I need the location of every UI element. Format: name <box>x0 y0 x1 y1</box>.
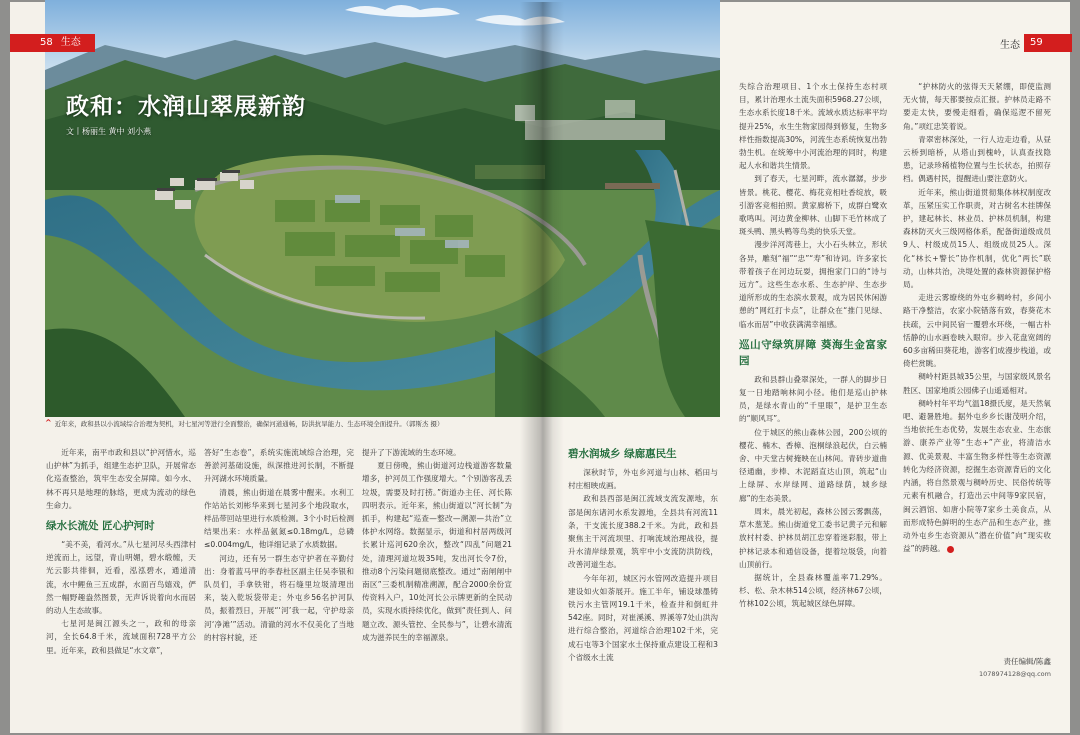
final-paragraph-text: 稠岭村年平均气温18摄氏度，是天然氧吧、避暑胜地。据外屯乡乡长谢茂明介绍，当地依托生态优势，发展生态农业、生态旅游、康养产业等“生态+”产业，将清洁水源、优美景观、丰富生物多样性等生态资源转化为经济资源，挖掘生态资源背后的文化内涵，将自然景观与稠岭历史、民俗传统等元素有机融合，打造出云中间等9家民宿，闽云酒馆、如唐小院等7家乡土美食点，从而形成特色鲜明的生态产品和生态产业，推动外屯乡生态资源从“潜在价值”向“现实收益”的跨越。 <box>903 398 1051 554</box>
left-page-number: 58 <box>10 34 59 52</box>
paragraph: 据统计，全县森林覆盖率71.29%。杉、松、杂木林514公顷，经济林67公顷，竹林102公顷，筑起城区绿色屏障。 <box>739 572 887 609</box>
article-title: 政和：水润山翠展新韵 <box>66 93 306 120</box>
article-column-4 <box>568 446 718 726</box>
right-page-number: 59 <box>1024 34 1072 52</box>
paragraph: 政和县群山叠翠深处，一群人的脚步日复一日地踏响林间小径。他们是巡山护林员，是绿水青山的“千里眼”，是护卫生态的“顺风耳”。 <box>739 374 887 424</box>
aerial-landscape-illustration <box>45 0 720 417</box>
paragraph <box>903 397 1051 555</box>
editor-name: 责任编辑/陈鑫 <box>1003 657 1051 666</box>
article-column-5 <box>739 80 887 720</box>
end-mark-icon <box>947 546 954 553</box>
paragraph: 周末，晨光初起，森林公园云雾飘荡，草木葱茏。熊山街道党工委书记黄子元和解放村村委、护林员胡江忠穿着迷彩服，带上护林记录本和通信设备，提着垃圾袋，向着山顶前行。 <box>739 506 887 569</box>
paragraph: 近年来，南平市政和县以“护河惜水，巡山护林”为抓手，组建生态护卫队，开展常态化巡查整治，筑牢生态安全屏障。如今水、林不再只是地理的脉络，更成为流动的绿色生命力。 <box>46 448 196 510</box>
section-heading: 绿水长流处 匠心护河时 <box>46 520 155 533</box>
section-heading: 巡山守绿筑屏障 葵海生金富家园 <box>739 338 887 367</box>
article-column-6 <box>903 80 1051 640</box>
article-column-2 <box>204 446 354 726</box>
right-page-tab <box>1000 34 1072 52</box>
paragraph: 清晨，熊山街道在晨雾中醒来。水利工作站站长刘彬华来到七星河多个地段取水，样品带回站里进行水质检测。3个小时后检测结果出来：水样品氨氮≤0.18mg/L，总磷≤0.004mg/L，他详细记录了水质数据。 <box>204 487 354 550</box>
paragraph: “护林防火的弦得天天紧绷，即使监测无火情，每天都要按点汇报。护林员走路不要走太快，要慢走细看，确保巡逻不留死角。”项红忠笑着说。 <box>903 82 1051 131</box>
paragraph: 河边，还有另一群生态守护者在辛勤付出：身着蓝马甲的李春杜区副主任吴李银和队员们，手拿铁钳，将石缝里垃圾清理出来，装入乾坂袋带走；外屯乡56名护河队员，振着烈日，开展“‘河’我一起，守护母亲河‘净滩’”活动。清澈的河水不仅美化了当地的村容村貌，还 <box>204 553 354 642</box>
paragraph: 位于城区的熊山森林公园，200公顷的樱花、楠木、香樟、泡桐绿浪起伏，白云楠舍、中天堂古树掩映在山林间。青砖步道曲径通幽，步棒、木泥蹈直达山顶，筑起“山上绿屏、水岸绿网、道路绿荫，城乡绿廊”的生态美景。 <box>739 427 887 503</box>
right-section-label: 生态 <box>1000 39 1020 51</box>
left-section-label: 生态 <box>60 37 81 48</box>
paragraph: 提升了下游流域的生态环境。 <box>362 448 461 457</box>
paragraph: 到了春天，七星河畔，流水潺潺，步步皆景。桃花、樱花、梅花竞相吐香绽放，吸引游客竞相拍照。黄家廊桥下，成群白鹭欢歌鸣叫。河边黄金柳林、山脚下毛竹林成了斑头鸭、黑头鸭等鸟类的快乐天堂。 <box>739 174 887 237</box>
caption-text: 近年来，政和县以小流域综合治理为契机，对七星河等进行全面整治，确保河道通畅，防洪抗旱能力、生态环境全面提升。（郭斯杰 摄） <box>54 420 444 428</box>
paragraph: 走进云雾缭绕的外屯乡稠岭村，乡间小路干净整洁，农家小院错落有致，春葵花木扶疏，云中间民宿一覆碧水环绕，一幅古朴恬静的山水画卷映入眼帘。步入花盘宽阔的60多亩稀田葵花地，游客们成漫步栈道，或倚栏赏眺。 <box>903 293 1051 369</box>
editor-credit <box>903 656 1051 680</box>
paragraph: 深秋时节，外屯乡河道与山林、稻田与村庄相映成画。 <box>568 468 718 491</box>
caption-arrow-icon: ^ <box>45 418 52 427</box>
article-column-3 <box>362 446 512 726</box>
photo-caption <box>45 419 525 428</box>
section-heading: 碧水润城乡 绿廊惠民生 <box>568 448 677 460</box>
paragraph: 夏日傍晚，熊山街道河边栈道游客数量增多，护河员工作强度增大。“个别游客乱丢垃圾，需要及时打捞。”街道办主任、河长陈四明表示。近年来，熊山街道以“河长制”为抓手，构建起“巡查—整改—溯源—共治”立体护水网络。数据显示，街道和村居两级河长累计巡河620余次，整改“四乱”问题21处，清理河道垃圾35吨，发出河长令7份，推动8个污染问题彻底整改。通过“南闸闸中南区”三委机制精准溯源，配合2000余份宣传资料入户，10处河长公示牌更新的全民动员，实现水质持续优化，做到“责任到人、问题立改、源头管控、全民参与”，让碧水清流成为滋养民生的幸福源泉。 <box>362 461 512 642</box>
paragraph: 答好“生态卷”，系统实施流域综合治理，完善淤河基础设施，纵深推进河长制，不断提升河湖水环境质量。 <box>204 448 354 484</box>
paragraph: 今年年初，城区污水管网改造提升项目建设如火如荼展开。施工半年，铺设球墨铸铁污水主管网19.1千米，检查井和倒虹井542座。同时，对崔溪溪、界溪等7处山洪沟进行综合整治，河道综合治理102千米，完成石屯等3个国家水土保持重点建设工程和3个省级水土流 <box>568 573 718 662</box>
paragraph: 七星河是闽江源头之一，政和的母亲河，全长64.8千米，流域面积728平方公里。近年来，政和县做足“水文章”， <box>46 619 196 655</box>
left-page-tab <box>10 34 95 52</box>
editor-email: 1078974128@qq.com <box>978 670 1051 678</box>
article-column-1 <box>46 446 196 726</box>
paragraph: 漫步洋河湾巷上，大小石头林立，形状各异，雕刻“福”“忠”“寿”和诗词。许多家长带着孩子在河边玩耍，拥抱家门口的“诗与远方”。这些生态水系、生态护岸、生态步道所形成的生态滨水景观，成为居民休闲游憩的“网红打卡点”，让群众在“推门见绿、临水而居”中收获满满幸福感。 <box>739 240 887 329</box>
paragraph: 政和县西部是闽江流域支流发源地，东部是闽东诸河水系发源地，全县共有河流11条，干支流长度388.2千米。为此，政和县聚焦主干河流坝里、打响流域治理战役，提升水清岸绿景观，筑牢中小支流防洪防线，改善河道生态。 <box>568 494 718 570</box>
article-byline: 文丨杨丽生 黄中 刘小燕 <box>66 127 152 136</box>
paragraph: 失综合治理项目、1个水土保持生态村项目，累计治理水土流失面积5968.27公顷，生态水系长度18千米。流域水质达标率平均提升25%，水生生物家园得到修复，生物多样性指数提高30%，河流生态系统恢复出勃勃生机。在统筹中小河流治理的同时，构建起人水和谐共生情景。 <box>739 82 887 171</box>
paragraph: 青翠密林深处，一行人边走边看，从昼云桥到暗桥，从塔山到槐岭，认真查找隐患，记录珍稀植物位置与生长状态，拍照存档。偶遇村民，提醒进山要注意防火。 <box>903 134 1051 184</box>
paragraph: “美不美，看河水。”从七星河尽头西津村逆流而上，远望，青山明媚，碧水缎缠，天光云影共徘徊，近看，泓泓碧水，通道清流，水中鲤鱼三五成群，水面百鸟嬉戏，俨然一幅野趣盎然图景，无声诉说着向水而居的动人生态故事。 <box>46 540 196 616</box>
paragraph: 稠岭村距县城35公里，与国家级风景名胜区、国家地质公园佛子山遥遥相对。 <box>903 372 1051 395</box>
paragraph: 近年来，熊山街道贯彻集体林权制度改革，压紧压实工作职责，对古树名木挂牌保护，建起林长、林业员、护林员机制，构建森林防灭火三级网格体系，配备街道级成员9人、村级成员15人、组级成员25人。深化“林长+警长”协作机制，优化“两长”联动，山林共治，决堤处置的森林资源保护格局。 <box>903 187 1051 290</box>
aerial-river-photo <box>45 0 720 417</box>
